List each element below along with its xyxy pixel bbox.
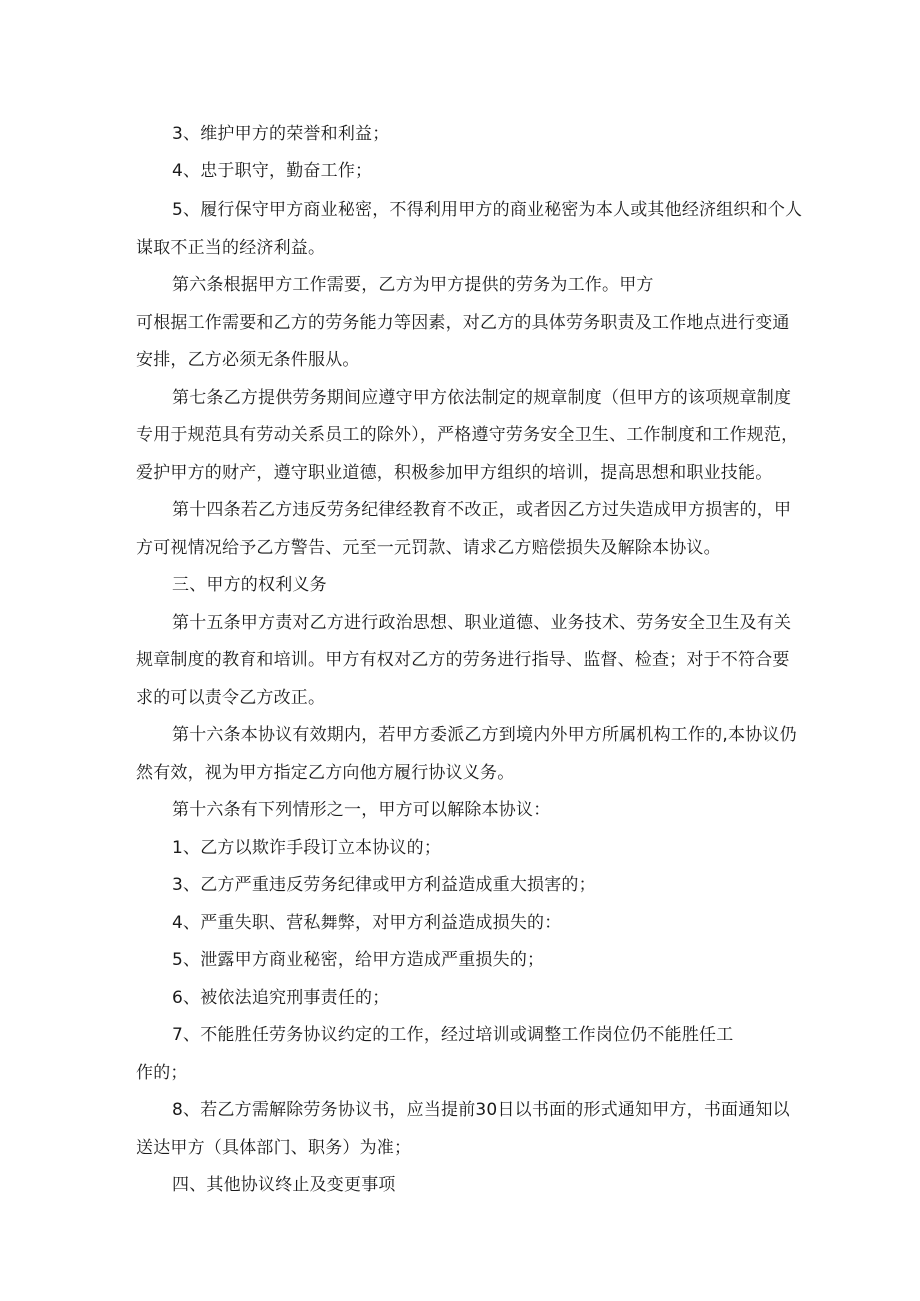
text-line: 规章制度的教育和培训。甲方有权对乙方的劳务进行指导、监督、检查；对于不符合要 xyxy=(136,650,790,670)
text-line: 谋取不正当的经济利益。 xyxy=(136,238,326,258)
list-item: 8、若乙方需解除劳务协议书，应当提前30日以书面的形式通知甲方，书面通知以 xyxy=(172,1100,790,1120)
text-line: 专用于规范具有劳动关系员工的除外），严格遵守劳务安全卫生、工作制度和工作规范， xyxy=(136,425,799,445)
section-heading: 四、其他协议终止及变更事项 xyxy=(172,1175,396,1195)
text-line: 第七条乙方提供劳务期间应遵守甲方依法制定的规章制度（但甲方的该项规章制度 xyxy=(172,388,792,408)
text-line: 3、维护甲方的荣誉和利益； xyxy=(172,124,390,144)
text-line: 方可视情况给予乙方警告、元至一元罚款、请求乙方赔偿损失及解除本协议。 xyxy=(136,538,721,558)
list-item: 6、被依法追究刑事责任的； xyxy=(172,988,390,1008)
text-line: 4、忠于职守，勤奋工作； xyxy=(172,161,373,181)
text-line: 然有效，视为甲方指定乙方向他方履行协议义务。 xyxy=(136,763,515,783)
text-line: 第十六条本协议有效期内，若甲方委派乙方到境内外甲方所属机构工作的,本协议仍 xyxy=(172,725,797,745)
text-line: 可根据工作需要和乙方的劳务能力等因素，对乙方的具体劳务职责及工作地点进行变通 xyxy=(136,313,790,333)
text-line: 第十六条有下列情形之一，甲方可以解除本协议： xyxy=(172,800,551,820)
text-line: 安排，乙方必须无条件服从。 xyxy=(136,350,360,370)
list-item: 7、不能胜任劳务协议约定的工作，经过培训或调整工作岗位仍不能胜任工 xyxy=(172,1025,734,1045)
list-item: 3、乙方严重违反劳务纪律或甲方利益造成重大损害的； xyxy=(172,875,596,895)
text-line: 第六条根据甲方工作需要，乙方为甲方提供的劳务为工作。甲方 xyxy=(172,275,654,295)
list-item: 4、严重失职、营私舞弊，对甲方利益造成损失的： xyxy=(172,913,562,933)
list-item: 5、泄露甲方商业秘密，给甲方造成严重损失的； xyxy=(172,950,545,970)
text-line: 求的可以责令乙方改正。 xyxy=(136,688,326,708)
text-line: 第十五条甲方责对乙方进行政治思想、职业道德、业务技术、劳务安全卫生及有关 xyxy=(172,613,792,633)
text-line: 第十四条若乙方违反劳务纪律经教育不改正，或者因乙方过失造成甲方损害的，甲 xyxy=(172,500,792,520)
section-heading: 三、甲方的权利义务 xyxy=(172,575,327,595)
list-item: 1、乙方以欺诈手段订立本协议的； xyxy=(172,838,442,858)
text-line: 5、履行保守甲方商业秘密，不得利用甲方的商业秘密为本人或其他经济组织和个人 xyxy=(172,200,803,220)
text-line: 送达甲方（具体部门、职务）为准； xyxy=(136,1138,412,1158)
text-line: 爱护甲方的财产，遵守职业道德，积极参加甲方组织的培训，提高思想和职业技能。 xyxy=(136,463,773,483)
text-line: 作的； xyxy=(136,1063,188,1083)
